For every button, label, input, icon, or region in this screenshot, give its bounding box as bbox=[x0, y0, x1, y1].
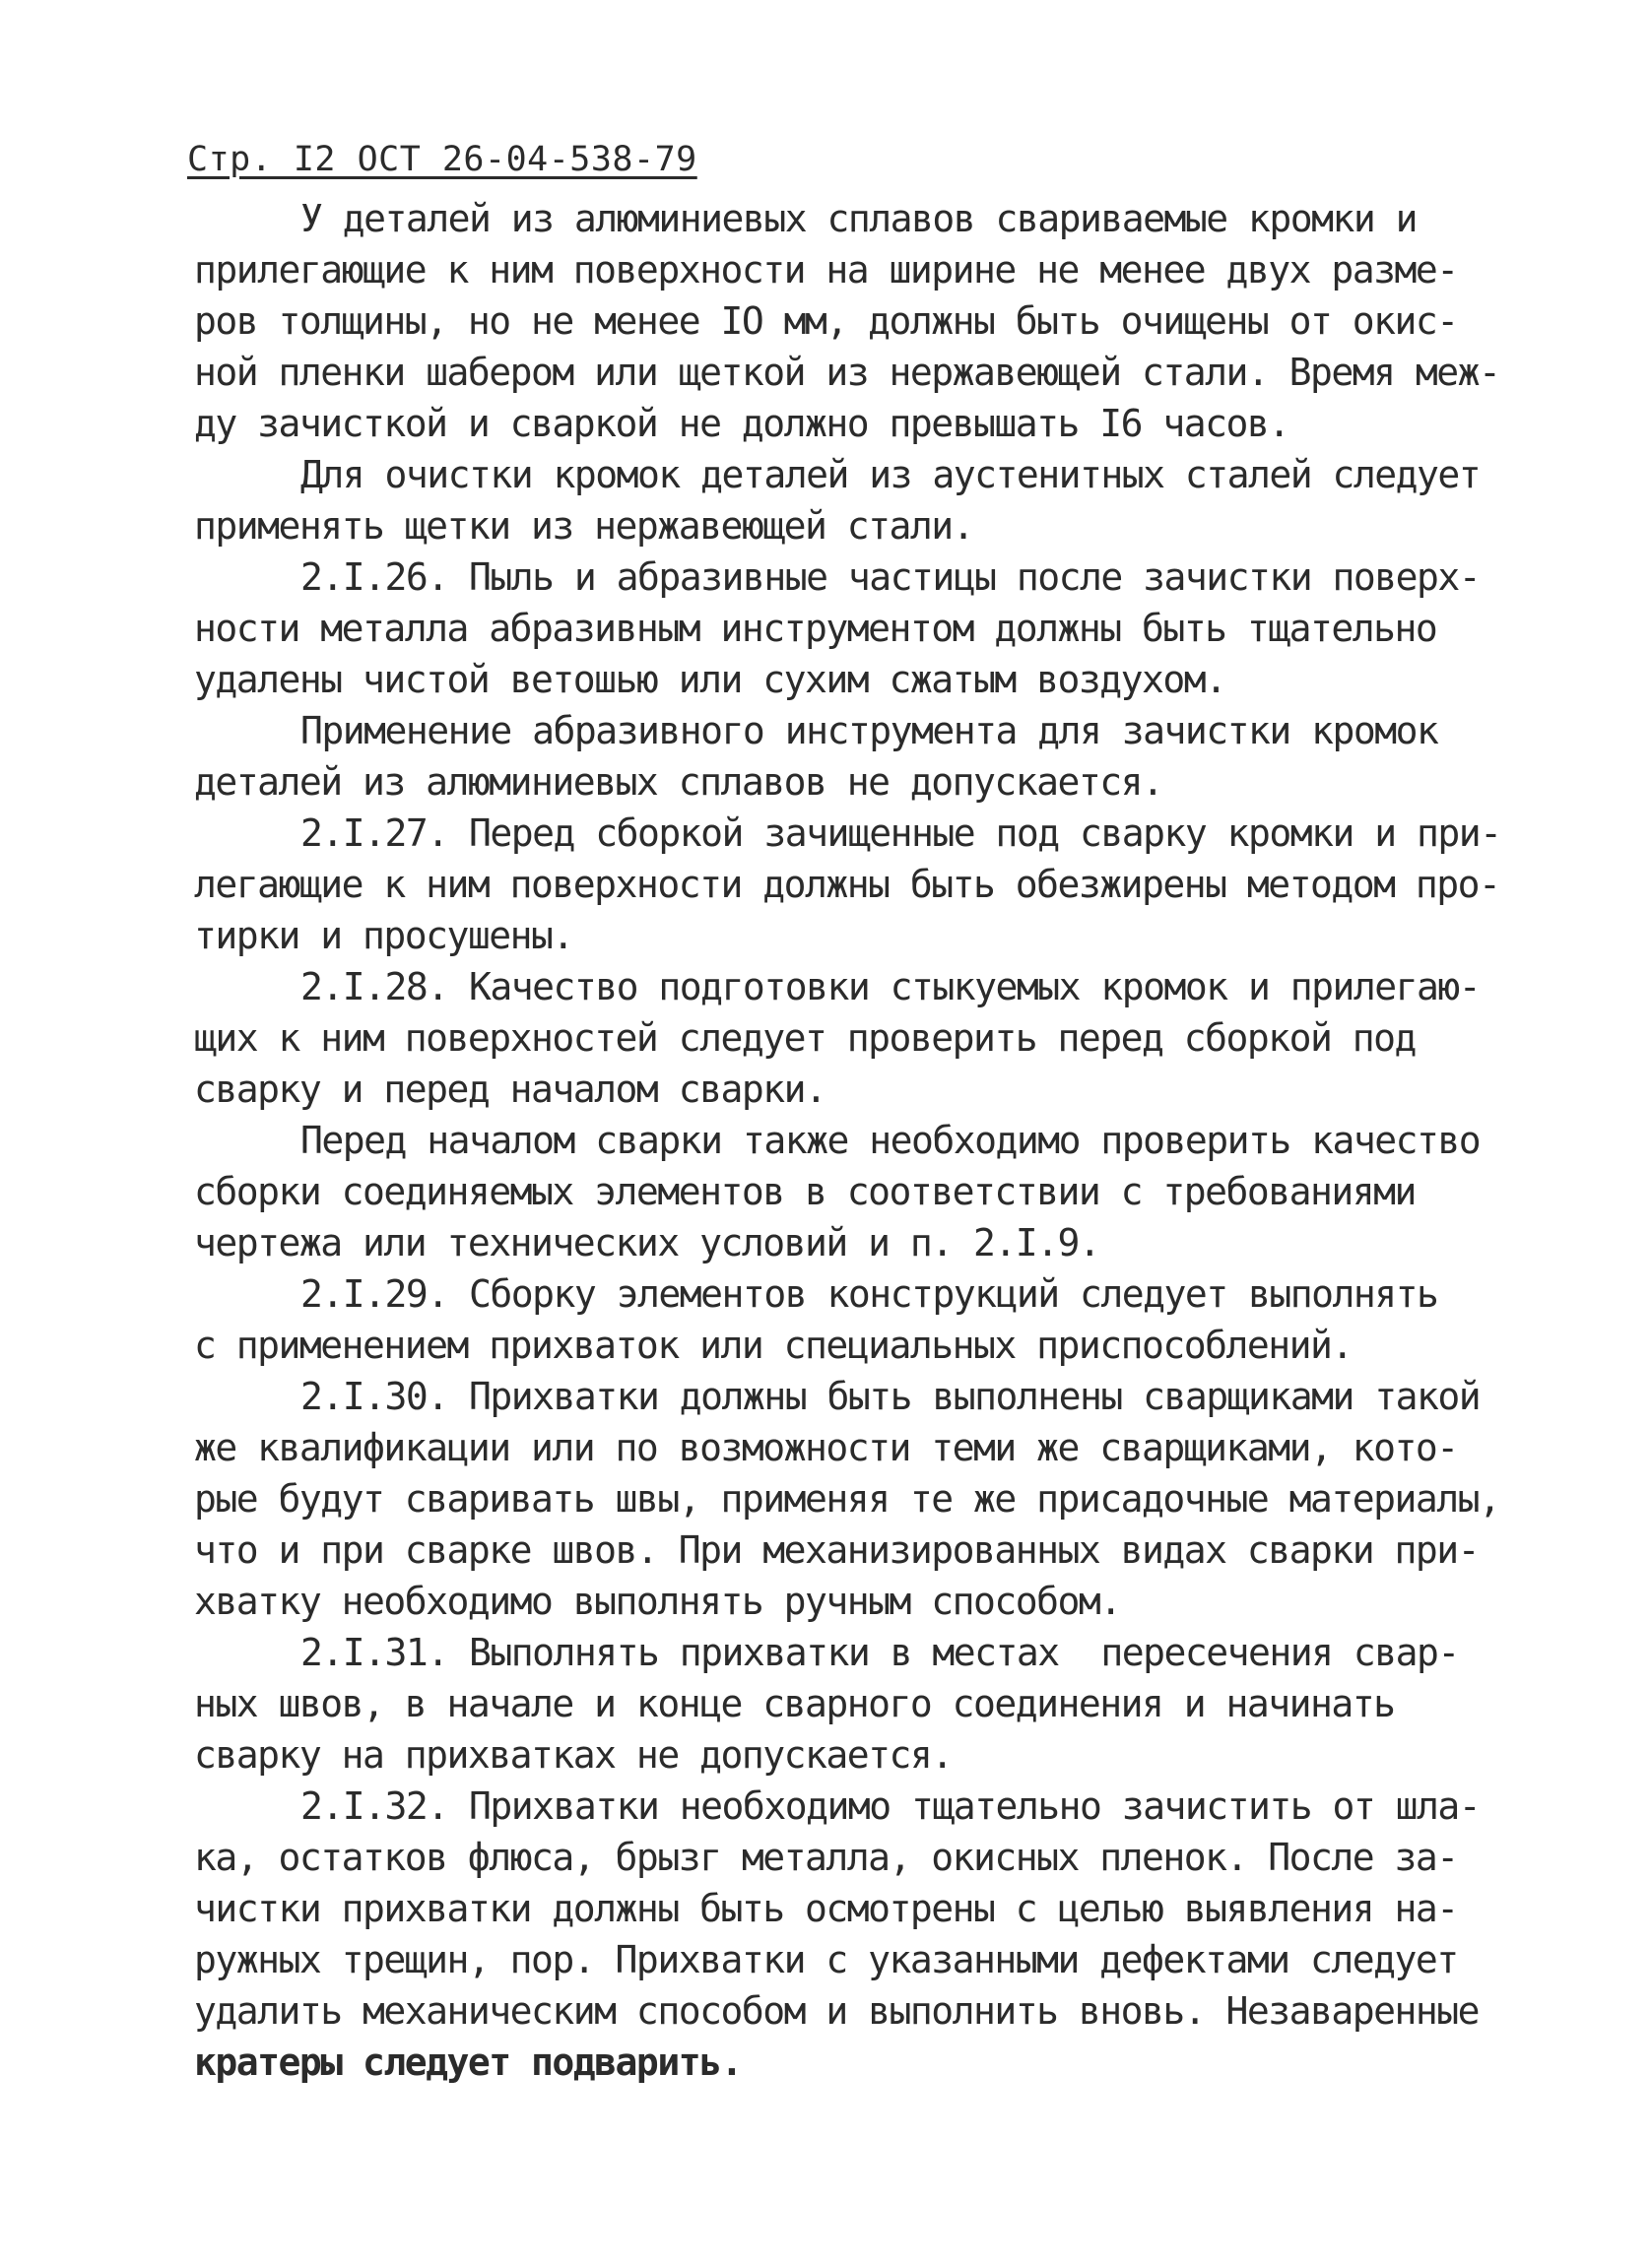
text-line: прилегающие к ним поверхности на ширине не менее двух разме- bbox=[194, 248, 1458, 292]
text-line: ных швов, в начале и конце сварного соединения и начинать bbox=[194, 1682, 1395, 1725]
text-line: удалить механическим способом и выполнить вновь. Незаваренные bbox=[194, 1989, 1480, 2033]
text-line: 2.I.32. Прихватки необходимо тщательно зачистить от шла- bbox=[300, 1784, 1481, 1828]
text-line: что и при сварке швов. При механизированных видах сварки при- bbox=[194, 1528, 1480, 1572]
text-line: кратеры следует подварить. bbox=[194, 2041, 742, 2084]
text-line: сборки соединяемых элементов в соответствии с требованиями bbox=[194, 1170, 1416, 1213]
text-line: деталей из алюминиевых сплавов не допускается. bbox=[194, 760, 1163, 804]
text-line: ности металла абразивным инструментом должны быть тщательно bbox=[194, 607, 1437, 650]
text-line: чистки прихватки должны быть осмотрены с целью выявления на- bbox=[194, 1887, 1458, 1930]
text-line: хватку необходимо выполнять ручным способом. bbox=[194, 1580, 1121, 1623]
text-line: рые будут сваривать швы, применяя те же присадочные материалы, bbox=[194, 1477, 1500, 1521]
text-line: чертежа или технических условий и п. 2.I.9. bbox=[194, 1221, 1100, 1264]
text-line: 2.I.31. Выполнять прихватки в местах пересечения свар- bbox=[300, 1631, 1459, 1674]
text-line: применять щетки из нержавеющей стали. bbox=[194, 504, 973, 548]
text-line: ров толщины, но не менее IO мм, должны быть очищены от окис- bbox=[194, 299, 1458, 343]
text-line: Перед началом сварки также необходимо проверить качество bbox=[300, 1119, 1481, 1162]
text-line: ка, остатков флюса, брызг металла, окисных пленок. После за- bbox=[194, 1836, 1458, 1879]
text-line: Применение абразивного инструмента для зачистки кромок bbox=[300, 709, 1438, 752]
text-line: ружных трещин, пор. Прихватки с указанными дефектами следует bbox=[194, 1938, 1458, 1981]
text-line: щих к ним поверхностей следует проверить перед сборкой под bbox=[194, 1016, 1416, 1060]
page-header: Стр. I2 ОСТ 26-04-538-79 bbox=[187, 140, 697, 179]
text-line: с применением прихваток или специальных приспособлений. bbox=[194, 1324, 1353, 1367]
text-line: 2.I.29. Сборку элементов конструкций следует выполнять bbox=[300, 1272, 1438, 1316]
text-line: У деталей из алюминиевых сплавов свариваемые кромки и bbox=[300, 197, 1418, 240]
text-line: Для очистки кромок деталей из аустенитных сталей следует bbox=[300, 453, 1481, 496]
text-line: ду зачисткой и сваркой не должно превышать I6 часов. bbox=[194, 402, 1289, 445]
text-line: легающие к ним поверхности должны быть обезжирены методом про- bbox=[194, 863, 1500, 906]
text-line: сварку на прихватках не допускается. bbox=[194, 1733, 953, 1777]
text-line: ной пленки шабером или щеткой из нержавеющей стали. Время меж- bbox=[194, 351, 1500, 394]
text-line: 2.I.27. Перед сборкой зачищенные под сварку кромки и при- bbox=[300, 811, 1501, 855]
text-line: 2.I.28. Качество подготовки стыкуемых кромок и прилегаю- bbox=[300, 965, 1481, 1008]
text-line: тирки и просушены. bbox=[194, 914, 573, 957]
text-line: 2.I.30. Прихватки должны быть выполнены сварщиками такой bbox=[300, 1375, 1481, 1418]
text-line: 2.I.26. Пыль и абразивные частицы после зачистки поверх- bbox=[300, 555, 1481, 599]
text-line: сварку и перед началом сварки. bbox=[194, 1068, 826, 1111]
text-line: удалены чистой ветошью или сухим сжатым воздухом. bbox=[194, 658, 1226, 701]
text-line: же квалификации или по возможности теми же сварщиками, кото- bbox=[194, 1426, 1458, 1469]
